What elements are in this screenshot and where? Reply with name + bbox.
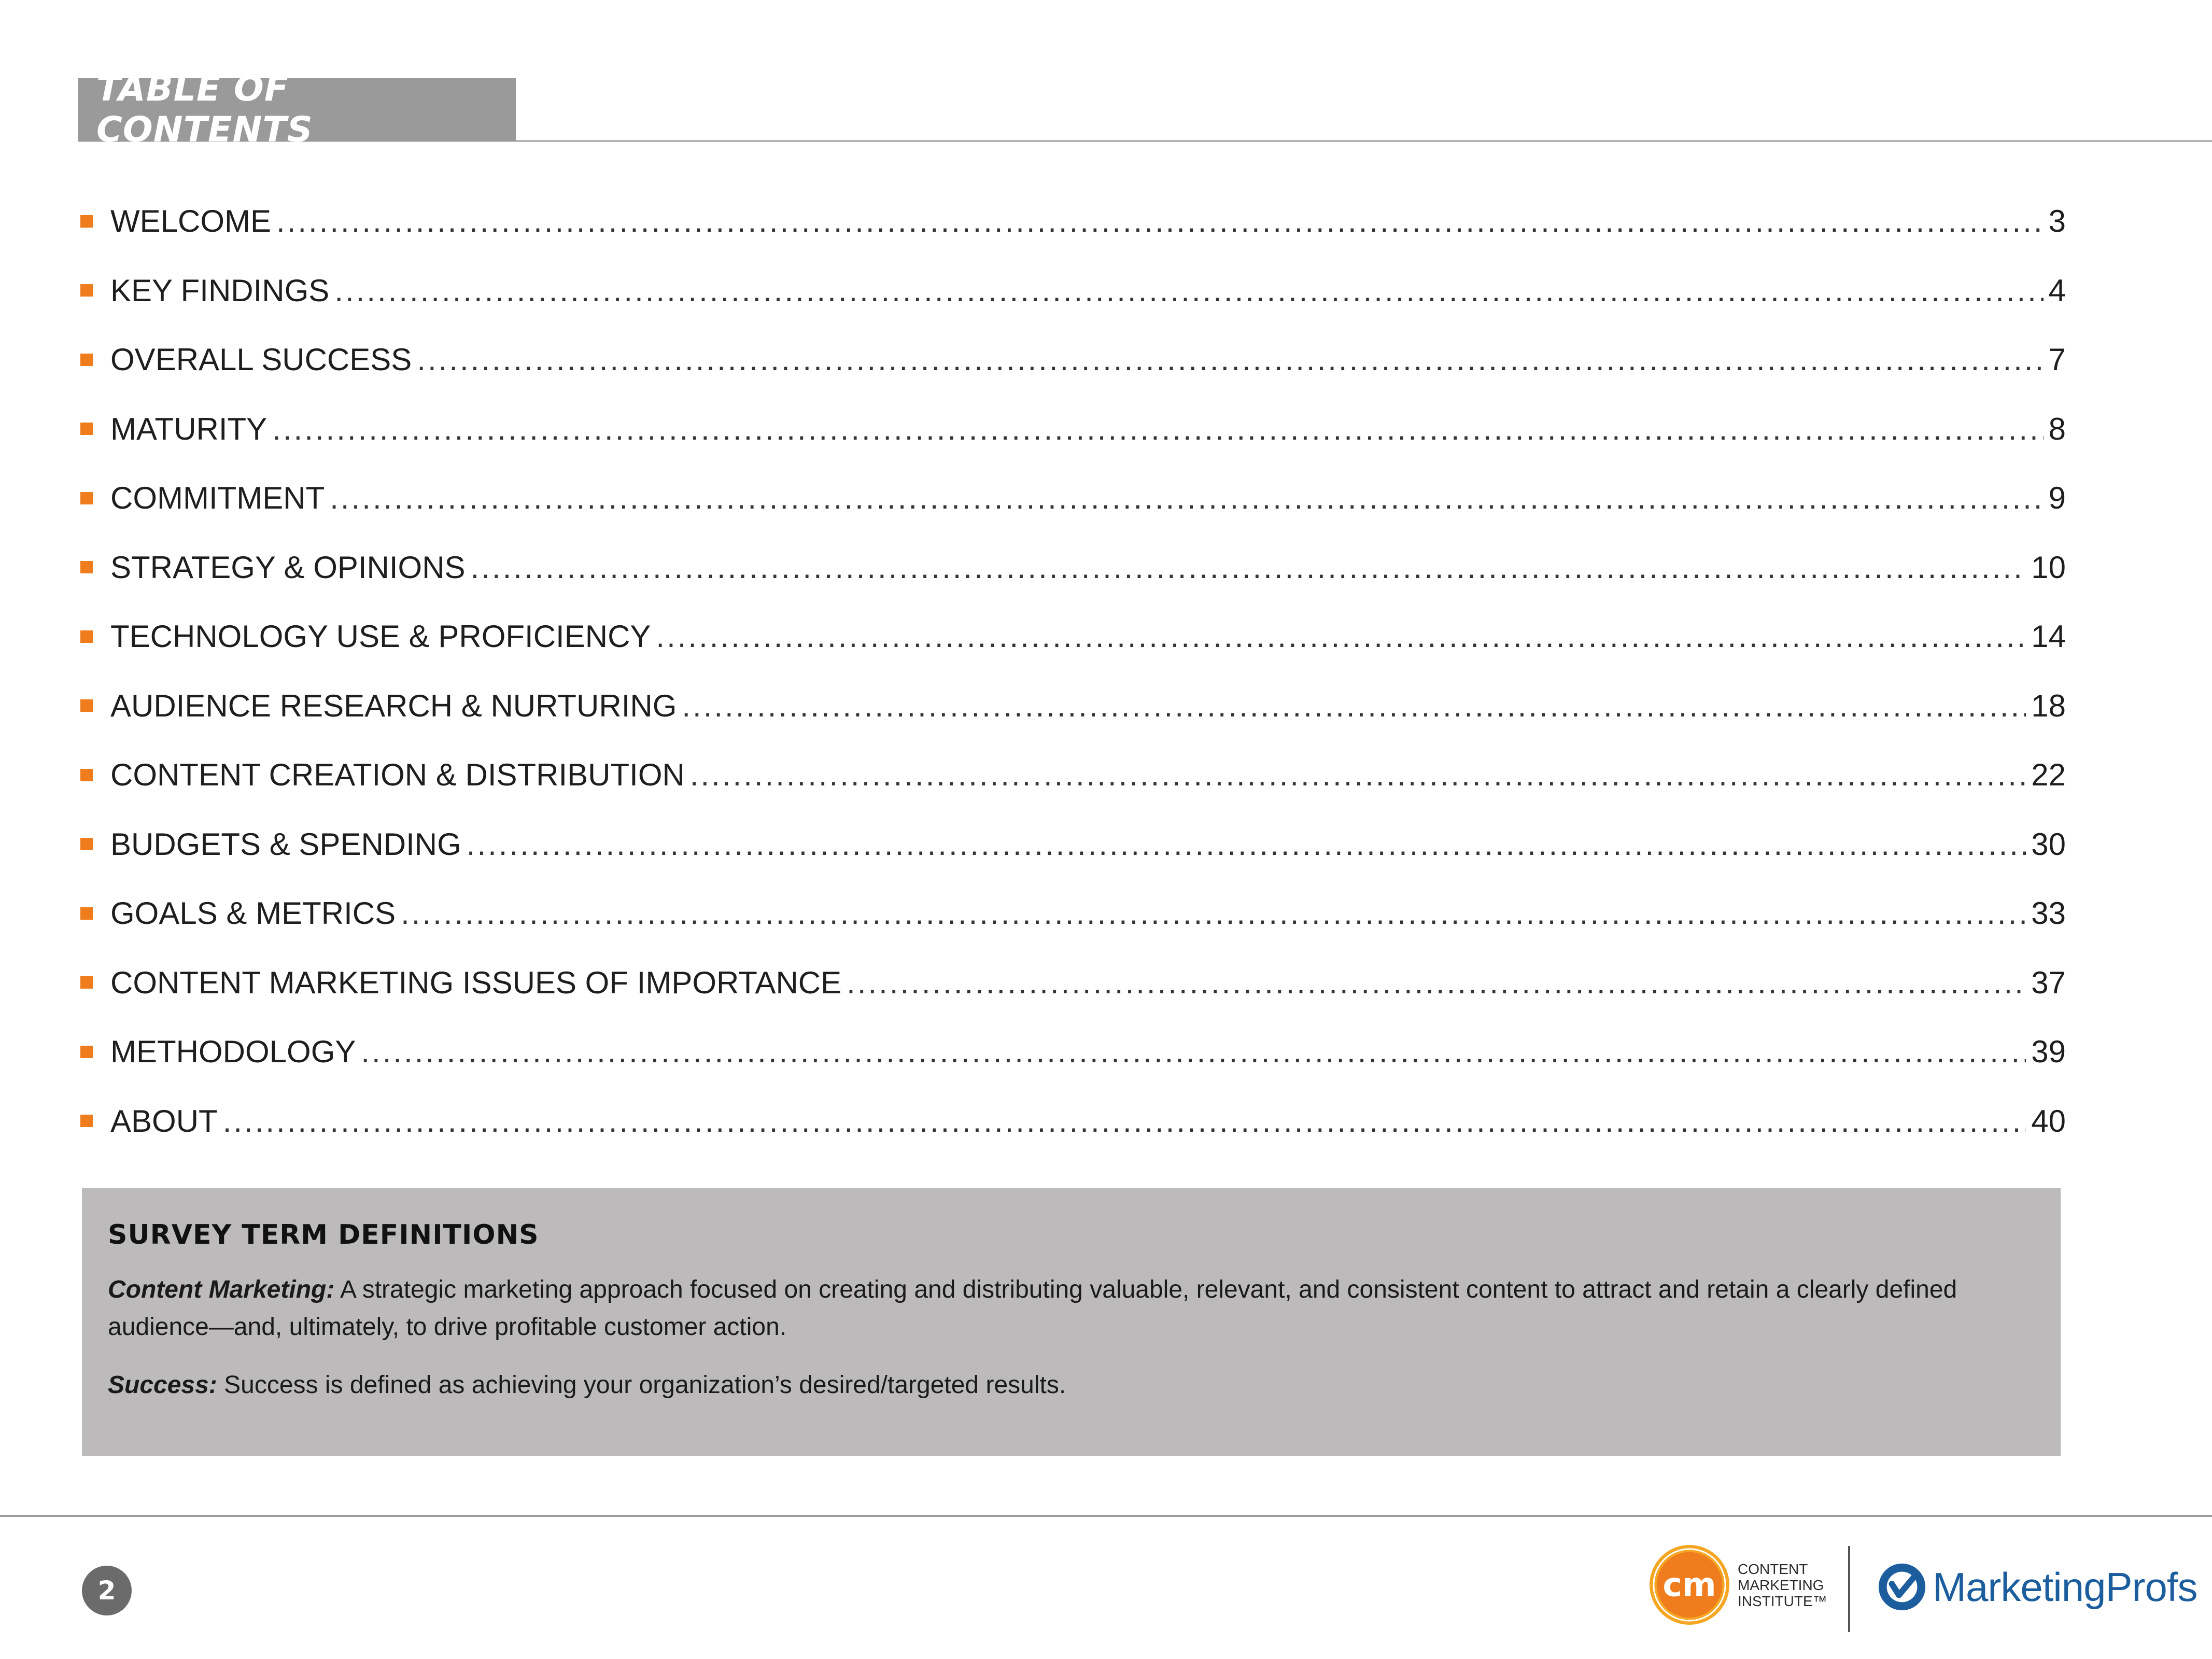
dot-leader <box>334 273 2043 308</box>
dot-leader <box>361 1034 2026 1070</box>
toc-item-page: 37 <box>2031 965 2066 1000</box>
definition-text: Success is defined as achieving your organization’s desired/targeted results. <box>224 1371 1066 1399</box>
toc-item-about[interactable] <box>80 1087 2066 1156</box>
toc-item-title: STRATEGY & OPINIONS <box>110 550 466 585</box>
toc-item-goals-metrics[interactable] <box>80 879 2066 948</box>
table-of-contents <box>80 187 2066 1156</box>
definition-term: Success: <box>108 1371 217 1399</box>
bullet-icon <box>80 1115 93 1127</box>
definition-success <box>108 1367 2035 1404</box>
marketingprofs-logo-icon <box>1877 1562 1927 1612</box>
marketingprofs-logo[interactable] <box>1877 1562 2197 1612</box>
cmi-logo-text <box>1738 1561 1827 1609</box>
toc-item-page: 3 <box>2048 204 2066 239</box>
dot-leader <box>401 895 2026 931</box>
toc-item-strategy-opinions[interactable] <box>80 533 2066 602</box>
bullet-icon <box>80 630 93 643</box>
footer-rule <box>0 1515 2212 1517</box>
cmi-line-2: MARKETING <box>1738 1577 1824 1593</box>
dot-leader <box>467 826 2026 862</box>
bullet-icon <box>80 1046 93 1058</box>
toc-item-title: METHODOLOGY <box>110 1034 356 1070</box>
toc-item-page: 8 <box>2048 411 2066 446</box>
bullet-icon <box>80 354 93 366</box>
dot-leader <box>417 342 2043 377</box>
dot-leader <box>276 203 2044 239</box>
toc-item-page: 22 <box>2031 757 2066 793</box>
bullet-icon <box>80 907 93 920</box>
toc-item-page: 33 <box>2031 896 2066 931</box>
toc-item-title: MATURITY <box>110 411 267 446</box>
definition-content-marketing <box>108 1271 2035 1346</box>
toc-item-title: AUDIENCE RESEARCH & NURTURING <box>110 688 677 723</box>
page-title: TABLE OF CONTENTS <box>96 68 313 150</box>
cmi-mark-text: cm <box>1662 1565 1716 1604</box>
toc-item-title: ABOUT <box>110 1103 218 1138</box>
cmi-logo-icon <box>1649 1544 1730 1626</box>
dot-leader <box>471 550 2026 585</box>
dot-leader <box>272 411 2043 447</box>
toc-item-page: 9 <box>2048 481 2066 516</box>
toc-item-budgets-spending[interactable] <box>80 810 2066 879</box>
toc-item-title: KEY FINDINGS <box>110 273 330 308</box>
cmi-logo[interactable] <box>1649 1544 1827 1626</box>
cmi-line-3: INSTITUTE™ <box>1738 1593 1827 1609</box>
toc-item-page: 40 <box>2031 1103 2066 1138</box>
toc-item-commitment[interactable] <box>80 463 2066 533</box>
dot-leader <box>690 757 2026 793</box>
dot-leader <box>682 688 2026 724</box>
definitions-box <box>82 1188 2061 1456</box>
toc-item-audience-research[interactable] <box>80 671 2066 741</box>
toc-item-technology-use[interactable] <box>80 602 2066 671</box>
toc-item-issues-of-importance[interactable] <box>80 948 2066 1018</box>
dot-leader <box>847 965 2026 1001</box>
toc-item-title: COMMITMENT <box>110 481 325 516</box>
toc-item-title: WELCOME <box>110 204 272 239</box>
toc-item-methodology[interactable] <box>80 1017 2066 1087</box>
toc-item-title: CONTENT MARKETING ISSUES OF IMPORTANCE <box>110 965 842 1000</box>
definition-text: A strategic marketing approach focused on creating and distributing valuable, relevant, and consistent content to attract and retain a clearly defined audience—and, ultimately, to drive profitable customer action. <box>108 1276 1957 1341</box>
toc-item-title: TECHNOLOGY USE & PROFICIENCY <box>110 619 651 654</box>
toc-item-page: 18 <box>2031 688 2066 723</box>
bullet-icon <box>80 423 93 435</box>
cmi-line-1: CONTENT <box>1738 1560 1808 1577</box>
definition-term: Content Marketing: <box>108 1276 335 1303</box>
toc-item-page: 30 <box>2031 826 2066 862</box>
toc-item-welcome[interactable] <box>80 187 2066 256</box>
toc-item-page: 39 <box>2031 1034 2066 1070</box>
bullet-icon <box>80 769 93 781</box>
bullet-icon <box>80 215 93 228</box>
toc-item-overall-success[interactable] <box>80 325 2066 395</box>
bullet-icon <box>80 838 93 850</box>
header-tab <box>78 68 516 150</box>
bullet-icon <box>80 561 93 573</box>
toc-item-title: CONTENT CREATION & DISTRIBUTION <box>110 757 685 793</box>
bullet-icon <box>80 284 93 297</box>
bullet-icon <box>80 492 93 504</box>
marketingprofs-logo-text: MarketingProfs <box>1933 1564 2197 1610</box>
definitions-heading: SURVEY TERM DEFINITIONS <box>108 1219 539 1250</box>
toc-item-page: 10 <box>2031 550 2066 585</box>
toc-item-maturity[interactable] <box>80 395 2066 464</box>
dot-leader <box>656 618 2026 654</box>
toc-item-content-creation[interactable] <box>80 740 2066 810</box>
logo-divider <box>1848 1546 1850 1632</box>
toc-item-title: BUDGETS & SPENDING <box>110 826 461 862</box>
toc-item-title: GOALS & METRICS <box>110 896 396 931</box>
dot-leader <box>223 1103 2026 1139</box>
toc-item-page: 14 <box>2031 619 2066 654</box>
page-number-badge: 2 <box>82 1566 132 1615</box>
dot-leader <box>330 480 2043 516</box>
toc-item-key-findings[interactable] <box>80 256 2066 326</box>
toc-item-title: OVERALL SUCCESS <box>110 342 412 377</box>
toc-item-page: 4 <box>2048 273 2066 308</box>
toc-item-page: 7 <box>2048 342 2066 377</box>
bullet-icon <box>80 976 93 989</box>
bullet-icon <box>80 699 93 712</box>
